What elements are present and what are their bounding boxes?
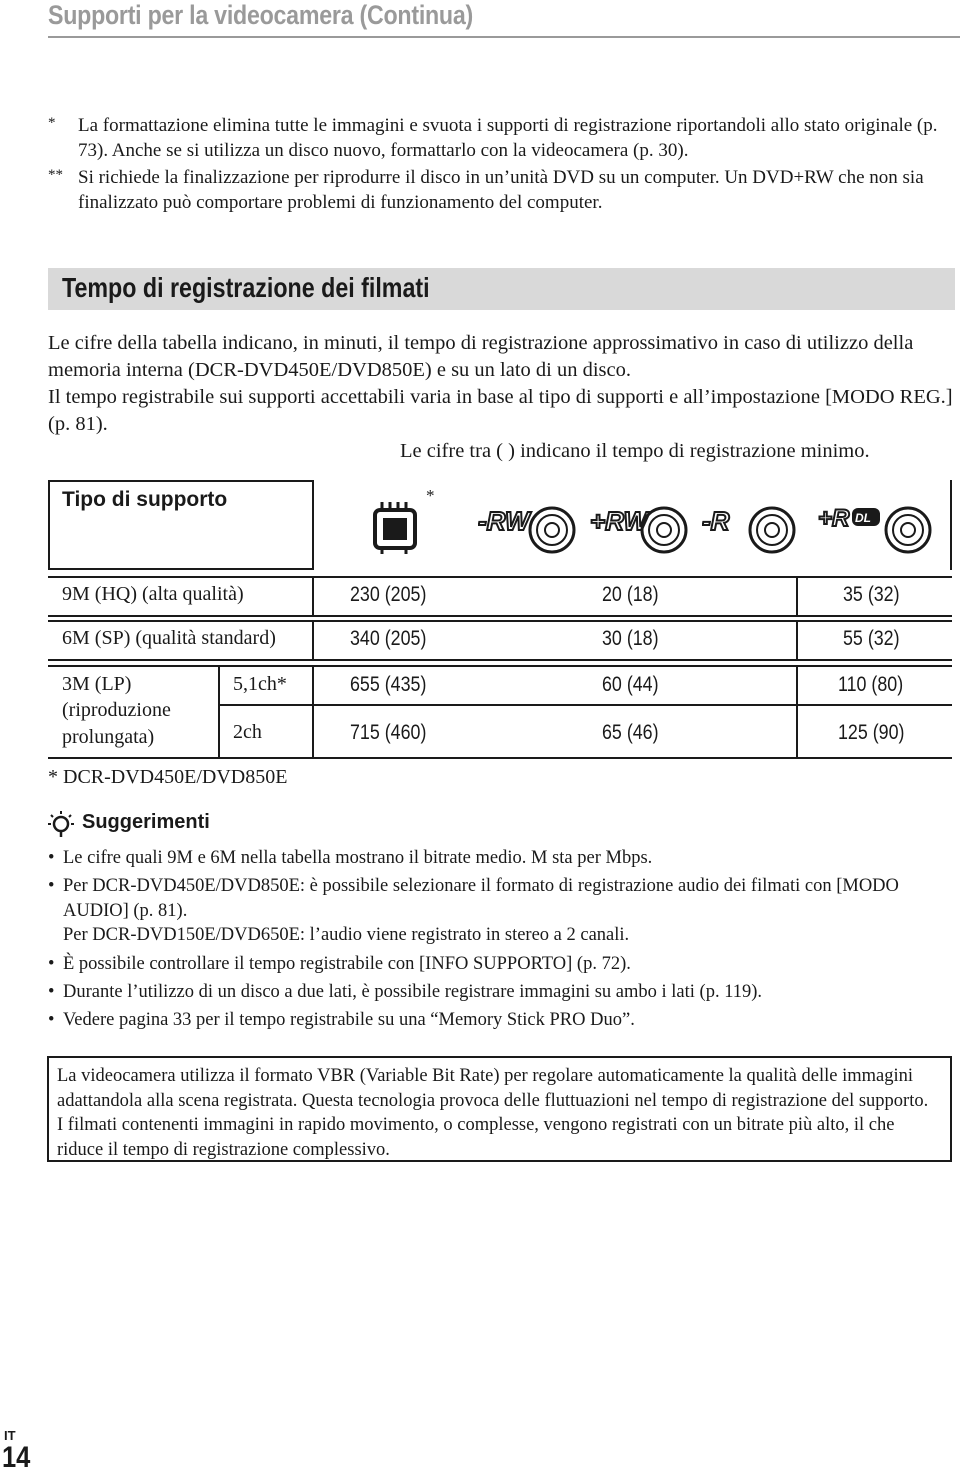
memory-time: 230 (205) (350, 583, 427, 606)
section-title: Tempo di registrazione dei filmati (62, 272, 430, 303)
rw-r-time: 60 (44) (602, 673, 659, 696)
footnote-text: Si richiede la finalizzazione per riprodurre il disco in un’unità DVD su un computer. Un DVD+RW che non sia finalizzato può comportare problemi di funzionamento del computer. (78, 167, 924, 213)
dvd-plus-rw-icon (590, 498, 694, 558)
recording-mode-line: (riproduzione (62, 699, 171, 721)
tips-title: Suggerimenti (82, 811, 210, 833)
recording-time-table (48, 480, 952, 760)
memory-asterisk: * (426, 486, 435, 505)
lightbulb-icon (48, 810, 74, 838)
r-dl-time: 110 (80) (838, 673, 904, 696)
vbr-note-text: La videocamera utilizza il formato VBR (Variable Bit Rate) per regolare automaticamente la qualità delle immagini adattandola alla scena registrata. Questa tecnologia provoca delle fluttuazioni nel tempo di registrazione del supporto. I filmati contenenti immagini in rapido movimento, o complesse, vengono registrati con un bitrate più alto, il che riduce il tempo di registrazione complessivo. (57, 1066, 929, 1160)
footnote-finalization (48, 165, 948, 215)
minimum-time-note: Le cifre tra ( ) indicano il tempo di registrazione minimo. (400, 440, 870, 462)
footnote-text: La formattazione elimina tutte le immagini e svuota i supporti di registrazione riportandoli allo stato originale (p. 73). Anche se si utilizza un disco nuovo, formattarlo con la videocamera (p. 30). (78, 115, 938, 161)
page-title: Supporti per la videocamera (Continua) (48, 0, 474, 30)
recording-mode-line: prolungata) (62, 726, 155, 748)
dvd-minus-r-icon (702, 498, 806, 558)
r-dl-time: 55 (32) (843, 627, 900, 650)
vbr-note-box (47, 1056, 952, 1162)
rw-r-time: 65 (46) (602, 721, 659, 744)
r-dl-time: 125 (90) (838, 721, 905, 744)
memory-time: 655 (435) (350, 673, 427, 696)
minus-rw-label: -RW (478, 506, 530, 536)
memory-time: 715 (460) (350, 721, 427, 744)
internal-memory-icon (370, 500, 420, 554)
dvd-plus-r-dl-icon (818, 498, 938, 558)
tip-item: • Per DCR-DVD450E/DVD850E: è possibile selezionare il formato di registrazione audio dei filmati con [MODO AUDIO] (p. 81). (48, 876, 899, 921)
footnote-formatting (48, 113, 948, 163)
table-footnote: * DCR-DVD450E/DVD850E (48, 766, 288, 788)
intro-paragraph: Le cifre della tabella indicano, in minuti, il tempo di registrazione approssimativo in caso di utilizzo della memoria interna (DCR-DVD450E/DVD850E) e su un lato di un disco. (48, 332, 914, 381)
media-type-header: Tipo di supporto (62, 488, 228, 511)
audio-channels: 5,1ch* (233, 673, 287, 695)
recording-mode: 9M (HQ) (alta qualità) (62, 583, 244, 605)
dvd-minus-rw-icon (478, 498, 582, 558)
plus-r-label: +R (818, 505, 850, 532)
minus-r-label: -R (702, 506, 730, 536)
language-code: IT (4, 1428, 16, 1443)
footnote-mark: * (48, 115, 56, 131)
plus-rw-label: +RW (590, 506, 649, 536)
audio-channels: 2ch (233, 721, 262, 743)
recordable-time-paragraph: Il tempo registrabile sui supporti accettabili varia in base al tipo di supporti e all’impostazione [MODO REG.] (p. 81). (48, 386, 953, 435)
page-number: 14 (2, 1441, 31, 1474)
rw-r-time: 30 (18) (602, 627, 659, 650)
title-divider (48, 36, 960, 38)
r-dl-time: 35 (32) (843, 583, 900, 606)
footnote-mark: ** (48, 167, 63, 183)
rw-r-time: 20 (18) (602, 583, 659, 606)
dl-label: DL (855, 511, 871, 525)
recording-mode: 6M (SP) (qualità standard) (62, 627, 276, 649)
recording-mode-line: 3M (LP) (62, 673, 132, 695)
memory-time: 340 (205) (350, 627, 427, 650)
